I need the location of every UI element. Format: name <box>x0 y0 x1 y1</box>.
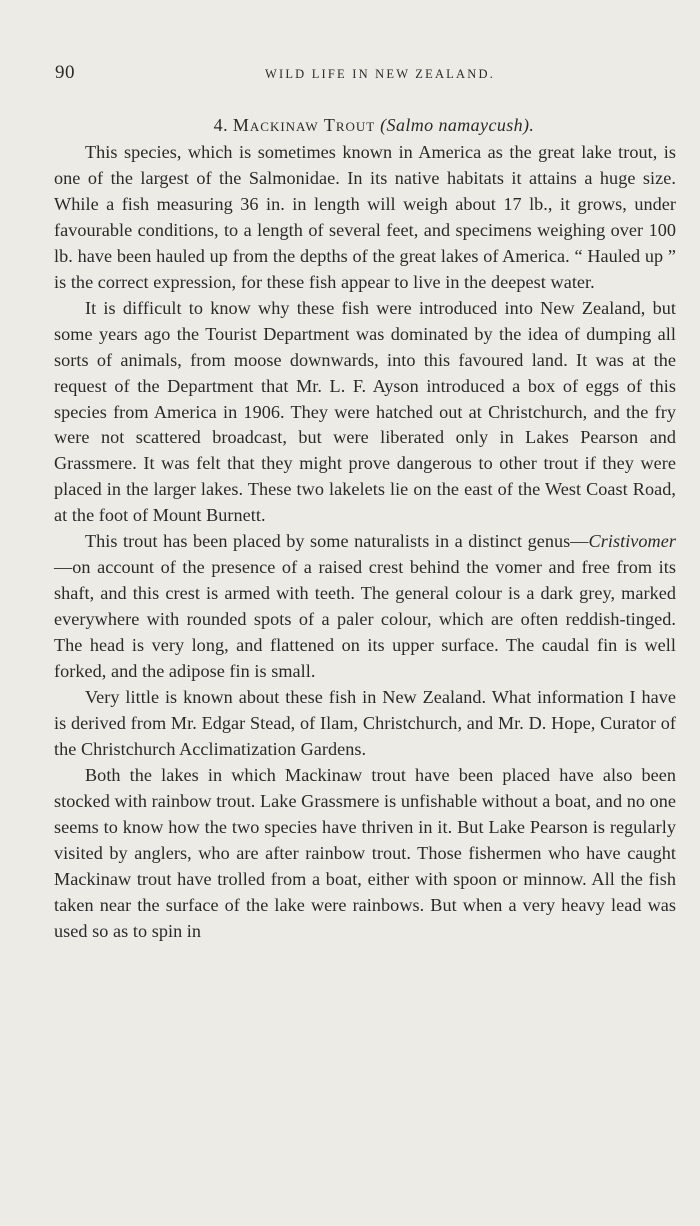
scientific-name: (Salmo namaycush). <box>380 115 535 135</box>
body-text <box>54 140 676 945</box>
paragraph: This species, which is sometimes known in America as the great lake trout, is one of the largest of the Salmonidae. In its native habitats it attains a huge size. While a fish measuring 36 in. in length will weigh about 17 lb., it grows, under favourable conditions, to a length of several feet, and specimens weighing over 100 lb. have been hauled up from the depths of the great lakes of America. “ Hauled up ” is the correct expression, for these fish appear to live in the deepest water. <box>54 142 676 292</box>
section-title: Mackinaw Trout <box>232 115 376 135</box>
running-head <box>54 58 676 88</box>
paragraph-text: This trout has been placed by some naturalists in a distinct genus— <box>85 531 589 552</box>
section-heading <box>54 113 676 137</box>
paragraph: Very little is known about these fish in New Zealand. What information I have is derived from Mr. Edgar Stead, of Ilam, Christchurch, and Mr. D. Hope, Curator of the Christchurch Acclimatization Gardens. <box>54 687 676 759</box>
paragraph <box>54 529 676 685</box>
page-number: 90 <box>55 62 75 83</box>
genus-name: Cristivomer <box>588 531 676 552</box>
paragraph: It is difficult to know why these fish were introduced into New Zealand, but some years ago the Tourist Department was dominated by the idea of dumping all sorts of animals, from moose downwards, into this favoured land. It was at the request of the Department that Mr. L. F. Ayson introduced a box of eggs of this species from America in 1906. They were hatched out at Christchurch, and the fry were not scattered broadcast, but were liberated only in Lakes Pearson and Grassmere. It was felt that they might prove dangerous to other trout if they were placed in the larger lakes. These two lakelets lie on the east of the West Coast Road, at the foot of Mount Burnett. <box>54 297 676 526</box>
paragraph: Both the lakes in which Mackinaw trout have been placed have also been stocked with rainbow trout. Lake Grassmere is unfishable without a boat, and no one seems to know how the two species have thriven in it. But Lake Pearson is regularly visited by anglers, who are after rainbow trout. Those fishermen who have caught Mackinaw trout have trolled from a boat, either with spoon or minnow. All the fish taken near the surface of the lake were rainbows. But when a very heavy lead was used so as to spin in <box>54 764 676 941</box>
paragraph-text: —on account of the presence of a raised crest behind the vomer and free from its shaft, and this crest is armed with teeth. The general colour is a dark grey, marked everywhere with rounded spots of a paler colour, which are often reddish-tinged. The head is very long, and flattened on its upper surface. The caudal fin is well forked, and the adipose fin is small. <box>54 557 676 682</box>
section-number: 4. <box>213 115 228 135</box>
book-page <box>54 58 676 945</box>
running-title: WILD LIFE IN NEW ZEALAND. <box>264 67 496 81</box>
